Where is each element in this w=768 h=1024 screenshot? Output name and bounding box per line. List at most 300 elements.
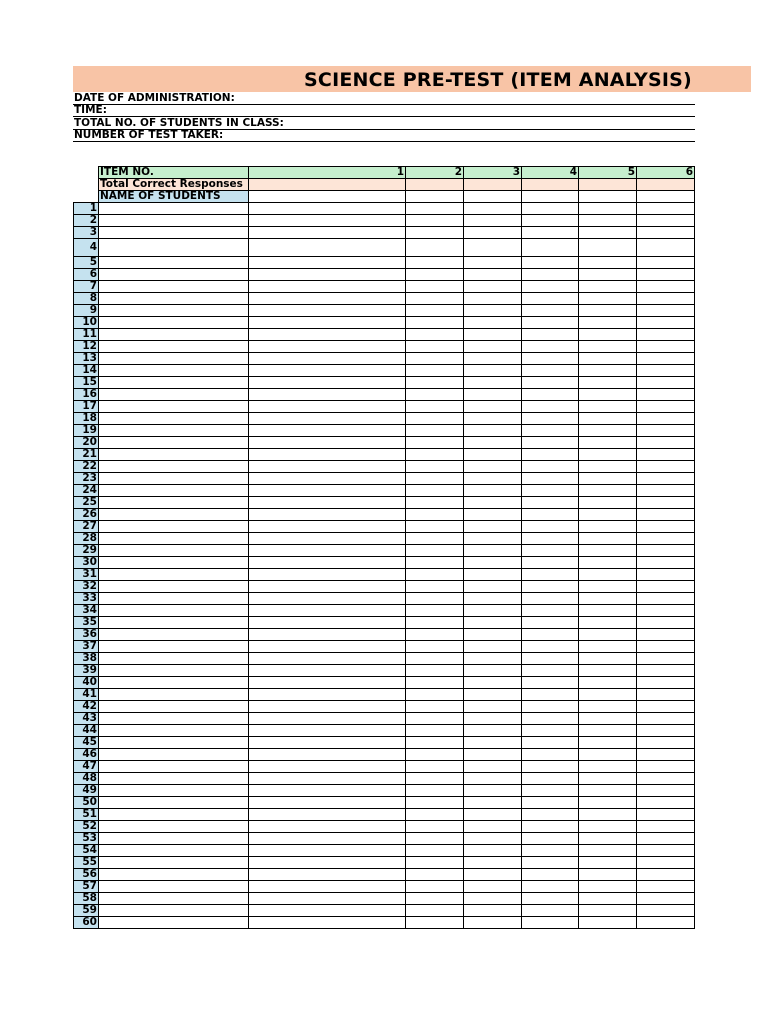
- total-correct-cell[interactable]: [637, 179, 695, 191]
- response-cell[interactable]: [406, 413, 464, 425]
- response-cell[interactable]: [406, 329, 464, 341]
- response-cell[interactable]: [406, 641, 464, 653]
- student-name-cell[interactable]: [99, 605, 249, 617]
- student-name-cell[interactable]: [99, 713, 249, 725]
- response-cell[interactable]: [464, 857, 522, 869]
- item-number-cell[interactable]: 6: [637, 167, 695, 179]
- response-cell[interactable]: [579, 869, 637, 881]
- item-number-cell[interactable]: 5: [579, 167, 637, 179]
- response-cell[interactable]: [464, 629, 522, 641]
- total-correct-cell[interactable]: [522, 179, 579, 191]
- response-cell[interactable]: [579, 641, 637, 653]
- response-cell[interactable]: [579, 401, 637, 413]
- response-cell[interactable]: [249, 701, 406, 713]
- response-cell[interactable]: [579, 713, 637, 725]
- response-cell[interactable]: [522, 869, 579, 881]
- response-cell[interactable]: [249, 389, 406, 401]
- blank-cell[interactable]: [249, 191, 406, 203]
- response-cell[interactable]: [249, 377, 406, 389]
- response-cell[interactable]: [522, 227, 579, 239]
- response-cell[interactable]: [637, 689, 695, 701]
- response-cell[interactable]: [579, 785, 637, 797]
- response-cell[interactable]: [522, 521, 579, 533]
- response-cell[interactable]: [579, 269, 637, 281]
- response-cell[interactable]: [464, 317, 522, 329]
- response-cell[interactable]: [522, 353, 579, 365]
- response-cell[interactable]: [406, 701, 464, 713]
- response-cell[interactable]: [464, 239, 522, 257]
- response-cell[interactable]: [579, 533, 637, 545]
- response-cell[interactable]: [406, 821, 464, 833]
- response-cell[interactable]: [522, 449, 579, 461]
- response-cell[interactable]: [249, 353, 406, 365]
- response-cell[interactable]: [406, 497, 464, 509]
- response-cell[interactable]: [522, 785, 579, 797]
- response-cell[interactable]: [464, 893, 522, 905]
- response-cell[interactable]: [579, 215, 637, 227]
- response-cell[interactable]: [579, 437, 637, 449]
- response-cell[interactable]: [637, 557, 695, 569]
- student-name-cell[interactable]: [99, 203, 249, 215]
- response-cell[interactable]: [579, 893, 637, 905]
- response-cell[interactable]: [249, 413, 406, 425]
- response-cell[interactable]: [464, 293, 522, 305]
- response-cell[interactable]: [249, 617, 406, 629]
- response-cell[interactable]: [406, 461, 464, 473]
- response-cell[interactable]: [464, 401, 522, 413]
- response-cell[interactable]: [406, 425, 464, 437]
- response-cell[interactable]: [522, 833, 579, 845]
- response-cell[interactable]: [249, 425, 406, 437]
- response-cell[interactable]: [579, 833, 637, 845]
- response-cell[interactable]: [522, 881, 579, 893]
- response-cell[interactable]: [637, 629, 695, 641]
- response-cell[interactable]: [522, 893, 579, 905]
- student-name-cell[interactable]: [99, 557, 249, 569]
- response-cell[interactable]: [637, 509, 695, 521]
- response-cell[interactable]: [579, 605, 637, 617]
- response-cell[interactable]: [406, 845, 464, 857]
- response-cell[interactable]: [522, 215, 579, 227]
- response-cell[interactable]: [406, 215, 464, 227]
- response-cell[interactable]: [406, 917, 464, 929]
- response-cell[interactable]: [579, 797, 637, 809]
- response-cell[interactable]: [464, 509, 522, 521]
- student-name-cell[interactable]: [99, 293, 249, 305]
- response-cell[interactable]: [464, 497, 522, 509]
- response-cell[interactable]: [522, 701, 579, 713]
- response-cell[interactable]: [637, 449, 695, 461]
- response-cell[interactable]: [637, 239, 695, 257]
- response-cell[interactable]: [249, 269, 406, 281]
- response-cell[interactable]: [464, 737, 522, 749]
- response-cell[interactable]: [464, 281, 522, 293]
- student-name-cell[interactable]: [99, 857, 249, 869]
- response-cell[interactable]: [464, 665, 522, 677]
- response-cell[interactable]: [522, 749, 579, 761]
- response-cell[interactable]: [522, 677, 579, 689]
- response-cell[interactable]: [522, 617, 579, 629]
- response-cell[interactable]: [249, 293, 406, 305]
- response-cell[interactable]: [637, 401, 695, 413]
- response-cell[interactable]: [522, 797, 579, 809]
- response-cell[interactable]: [249, 857, 406, 869]
- response-cell[interactable]: [464, 329, 522, 341]
- response-cell[interactable]: [406, 593, 464, 605]
- response-cell[interactable]: [249, 509, 406, 521]
- student-name-cell[interactable]: [99, 413, 249, 425]
- student-name-cell[interactable]: [99, 449, 249, 461]
- response-cell[interactable]: [637, 293, 695, 305]
- response-cell[interactable]: [249, 497, 406, 509]
- response-cell[interactable]: [522, 329, 579, 341]
- response-cell[interactable]: [579, 809, 637, 821]
- student-name-cell[interactable]: [99, 329, 249, 341]
- response-cell[interactable]: [249, 809, 406, 821]
- response-cell[interactable]: [579, 749, 637, 761]
- response-cell[interactable]: [637, 461, 695, 473]
- response-cell[interactable]: [464, 593, 522, 605]
- response-cell[interactable]: [249, 893, 406, 905]
- response-cell[interactable]: [637, 761, 695, 773]
- response-cell[interactable]: [522, 341, 579, 353]
- response-cell[interactable]: [249, 317, 406, 329]
- response-cell[interactable]: [522, 821, 579, 833]
- response-cell[interactable]: [637, 749, 695, 761]
- response-cell[interactable]: [464, 641, 522, 653]
- response-cell[interactable]: [637, 581, 695, 593]
- response-cell[interactable]: [522, 557, 579, 569]
- student-name-cell[interactable]: [99, 497, 249, 509]
- response-cell[interactable]: [464, 215, 522, 227]
- response-cell[interactable]: [464, 257, 522, 269]
- response-cell[interactable]: [522, 389, 579, 401]
- response-cell[interactable]: [249, 665, 406, 677]
- response-cell[interactable]: [637, 617, 695, 629]
- response-cell[interactable]: [406, 677, 464, 689]
- response-cell[interactable]: [464, 881, 522, 893]
- response-cell[interactable]: [249, 905, 406, 917]
- response-cell[interactable]: [464, 689, 522, 701]
- response-cell[interactable]: [522, 473, 579, 485]
- student-name-cell[interactable]: [99, 785, 249, 797]
- response-cell[interactable]: [637, 773, 695, 785]
- student-name-cell[interactable]: [99, 701, 249, 713]
- response-cell[interactable]: [464, 545, 522, 557]
- response-cell[interactable]: [464, 785, 522, 797]
- response-cell[interactable]: [579, 461, 637, 473]
- response-cell[interactable]: [579, 317, 637, 329]
- response-cell[interactable]: [406, 737, 464, 749]
- student-name-cell[interactable]: [99, 749, 249, 761]
- response-cell[interactable]: [637, 341, 695, 353]
- blank-cell[interactable]: [464, 191, 522, 203]
- response-cell[interactable]: [637, 881, 695, 893]
- response-cell[interactable]: [249, 365, 406, 377]
- response-cell[interactable]: [579, 821, 637, 833]
- response-cell[interactable]: [522, 305, 579, 317]
- response-cell[interactable]: [522, 485, 579, 497]
- response-cell[interactable]: [406, 377, 464, 389]
- response-cell[interactable]: [249, 737, 406, 749]
- response-cell[interactable]: [637, 227, 695, 239]
- response-cell[interactable]: [406, 437, 464, 449]
- response-cell[interactable]: [522, 737, 579, 749]
- response-cell[interactable]: [522, 665, 579, 677]
- response-cell[interactable]: [464, 917, 522, 929]
- response-cell[interactable]: [637, 797, 695, 809]
- student-name-cell[interactable]: [99, 239, 249, 257]
- response-cell[interactable]: [637, 725, 695, 737]
- response-cell[interactable]: [637, 389, 695, 401]
- response-cell[interactable]: [464, 581, 522, 593]
- response-cell[interactable]: [637, 329, 695, 341]
- response-cell[interactable]: [522, 257, 579, 269]
- student-name-cell[interactable]: [99, 797, 249, 809]
- response-cell[interactable]: [406, 869, 464, 881]
- student-name-cell[interactable]: [99, 509, 249, 521]
- response-cell[interactable]: [522, 281, 579, 293]
- response-cell[interactable]: [406, 605, 464, 617]
- response-cell[interactable]: [637, 353, 695, 365]
- response-cell[interactable]: [406, 569, 464, 581]
- response-cell[interactable]: [522, 605, 579, 617]
- response-cell[interactable]: [249, 281, 406, 293]
- response-cell[interactable]: [464, 473, 522, 485]
- response-cell[interactable]: [579, 737, 637, 749]
- student-name-cell[interactable]: [99, 833, 249, 845]
- response-cell[interactable]: [579, 857, 637, 869]
- response-cell[interactable]: [464, 701, 522, 713]
- response-cell[interactable]: [637, 665, 695, 677]
- response-cell[interactable]: [464, 341, 522, 353]
- response-cell[interactable]: [522, 293, 579, 305]
- response-cell[interactable]: [406, 449, 464, 461]
- response-cell[interactable]: [464, 821, 522, 833]
- response-cell[interactable]: [522, 377, 579, 389]
- response-cell[interactable]: [406, 893, 464, 905]
- response-cell[interactable]: [637, 305, 695, 317]
- response-cell[interactable]: [464, 203, 522, 215]
- response-cell[interactable]: [406, 833, 464, 845]
- response-cell[interactable]: [579, 449, 637, 461]
- response-cell[interactable]: [406, 269, 464, 281]
- response-cell[interactable]: [464, 761, 522, 773]
- response-cell[interactable]: [579, 845, 637, 857]
- response-cell[interactable]: [406, 785, 464, 797]
- response-cell[interactable]: [249, 785, 406, 797]
- response-cell[interactable]: [522, 689, 579, 701]
- student-name-cell[interactable]: [99, 737, 249, 749]
- response-cell[interactable]: [406, 239, 464, 257]
- response-cell[interactable]: [464, 569, 522, 581]
- student-name-cell[interactable]: [99, 629, 249, 641]
- response-cell[interactable]: [406, 293, 464, 305]
- response-cell[interactable]: [464, 521, 522, 533]
- response-cell[interactable]: [522, 713, 579, 725]
- response-cell[interactable]: [637, 857, 695, 869]
- total-correct-cell[interactable]: [579, 179, 637, 191]
- response-cell[interactable]: [464, 485, 522, 497]
- total-correct-cell[interactable]: [464, 179, 522, 191]
- response-cell[interactable]: [637, 257, 695, 269]
- response-cell[interactable]: [637, 917, 695, 929]
- response-cell[interactable]: [637, 653, 695, 665]
- response-cell[interactable]: [249, 641, 406, 653]
- response-cell[interactable]: [579, 689, 637, 701]
- response-cell[interactable]: [522, 761, 579, 773]
- response-cell[interactable]: [522, 725, 579, 737]
- response-cell[interactable]: [522, 809, 579, 821]
- response-cell[interactable]: [406, 797, 464, 809]
- item-number-cell[interactable]: 3: [464, 167, 522, 179]
- student-name-cell[interactable]: [99, 821, 249, 833]
- item-number-cell[interactable]: 1: [249, 167, 406, 179]
- response-cell[interactable]: [522, 269, 579, 281]
- response-cell[interactable]: [249, 329, 406, 341]
- student-name-cell[interactable]: [99, 689, 249, 701]
- response-cell[interactable]: [249, 869, 406, 881]
- response-cell[interactable]: [249, 749, 406, 761]
- response-cell[interactable]: [249, 545, 406, 557]
- student-name-cell[interactable]: [99, 677, 249, 689]
- student-name-cell[interactable]: [99, 485, 249, 497]
- response-cell[interactable]: [522, 413, 579, 425]
- response-cell[interactable]: [579, 281, 637, 293]
- student-name-cell[interactable]: [99, 845, 249, 857]
- response-cell[interactable]: [406, 905, 464, 917]
- student-name-cell[interactable]: [99, 569, 249, 581]
- student-name-cell[interactable]: [99, 593, 249, 605]
- response-cell[interactable]: [637, 497, 695, 509]
- response-cell[interactable]: [406, 353, 464, 365]
- response-cell[interactable]: [406, 305, 464, 317]
- response-cell[interactable]: [249, 713, 406, 725]
- response-cell[interactable]: [637, 377, 695, 389]
- blank-cell[interactable]: [637, 191, 695, 203]
- response-cell[interactable]: [637, 425, 695, 437]
- response-cell[interactable]: [637, 893, 695, 905]
- response-cell[interactable]: [579, 905, 637, 917]
- response-cell[interactable]: [522, 569, 579, 581]
- response-cell[interactable]: [579, 917, 637, 929]
- response-cell[interactable]: [406, 581, 464, 593]
- response-cell[interactable]: [522, 461, 579, 473]
- student-name-cell[interactable]: [99, 473, 249, 485]
- response-cell[interactable]: [579, 557, 637, 569]
- response-cell[interactable]: [579, 569, 637, 581]
- response-cell[interactable]: [637, 521, 695, 533]
- response-cell[interactable]: [249, 629, 406, 641]
- response-cell[interactable]: [406, 485, 464, 497]
- response-cell[interactable]: [406, 521, 464, 533]
- response-cell[interactable]: [579, 341, 637, 353]
- response-cell[interactable]: [579, 545, 637, 557]
- response-cell[interactable]: [637, 545, 695, 557]
- blank-cell[interactable]: [579, 191, 637, 203]
- response-cell[interactable]: [522, 857, 579, 869]
- response-cell[interactable]: [406, 857, 464, 869]
- response-cell[interactable]: [579, 677, 637, 689]
- response-cell[interactable]: [464, 713, 522, 725]
- student-name-cell[interactable]: [99, 725, 249, 737]
- response-cell[interactable]: [464, 797, 522, 809]
- response-cell[interactable]: [406, 473, 464, 485]
- response-cell[interactable]: [249, 401, 406, 413]
- student-name-cell[interactable]: [99, 377, 249, 389]
- response-cell[interactable]: [249, 821, 406, 833]
- response-cell[interactable]: [579, 521, 637, 533]
- response-cell[interactable]: [249, 341, 406, 353]
- response-cell[interactable]: [579, 365, 637, 377]
- response-cell[interactable]: [579, 389, 637, 401]
- response-cell[interactable]: [637, 641, 695, 653]
- student-name-cell[interactable]: [99, 341, 249, 353]
- response-cell[interactable]: [579, 593, 637, 605]
- student-name-cell[interactable]: [99, 281, 249, 293]
- response-cell[interactable]: [249, 677, 406, 689]
- response-cell[interactable]: [637, 317, 695, 329]
- response-cell[interactable]: [249, 593, 406, 605]
- response-cell[interactable]: [579, 413, 637, 425]
- response-cell[interactable]: [637, 905, 695, 917]
- student-name-cell[interactable]: [99, 425, 249, 437]
- response-cell[interactable]: [637, 809, 695, 821]
- response-cell[interactable]: [406, 227, 464, 239]
- response-cell[interactable]: [406, 401, 464, 413]
- response-cell[interactable]: [637, 869, 695, 881]
- response-cell[interactable]: [637, 569, 695, 581]
- response-cell[interactable]: [406, 617, 464, 629]
- response-cell[interactable]: [406, 773, 464, 785]
- response-cell[interactable]: [249, 227, 406, 239]
- response-cell[interactable]: [464, 461, 522, 473]
- response-cell[interactable]: [464, 227, 522, 239]
- response-cell[interactable]: [522, 425, 579, 437]
- response-cell[interactable]: [249, 473, 406, 485]
- student-name-cell[interactable]: [99, 353, 249, 365]
- response-cell[interactable]: [579, 377, 637, 389]
- response-cell[interactable]: [464, 749, 522, 761]
- response-cell[interactable]: [406, 203, 464, 215]
- student-name-cell[interactable]: [99, 653, 249, 665]
- total-correct-cell[interactable]: [249, 179, 406, 191]
- response-cell[interactable]: [579, 473, 637, 485]
- response-cell[interactable]: [249, 461, 406, 473]
- response-cell[interactable]: [579, 701, 637, 713]
- response-cell[interactable]: [522, 545, 579, 557]
- response-cell[interactable]: [406, 653, 464, 665]
- response-cell[interactable]: [579, 305, 637, 317]
- response-cell[interactable]: [406, 509, 464, 521]
- response-cell[interactable]: [406, 761, 464, 773]
- response-cell[interactable]: [579, 203, 637, 215]
- response-cell[interactable]: [464, 353, 522, 365]
- response-cell[interactable]: [464, 833, 522, 845]
- response-cell[interactable]: [637, 677, 695, 689]
- response-cell[interactable]: [579, 665, 637, 677]
- response-cell[interactable]: [637, 593, 695, 605]
- response-cell[interactable]: [522, 239, 579, 257]
- response-cell[interactable]: [579, 239, 637, 257]
- response-cell[interactable]: [637, 215, 695, 227]
- response-cell[interactable]: [249, 833, 406, 845]
- student-name-cell[interactable]: [99, 365, 249, 377]
- response-cell[interactable]: [579, 293, 637, 305]
- response-cell[interactable]: [464, 305, 522, 317]
- response-cell[interactable]: [249, 215, 406, 227]
- student-name-cell[interactable]: [99, 893, 249, 905]
